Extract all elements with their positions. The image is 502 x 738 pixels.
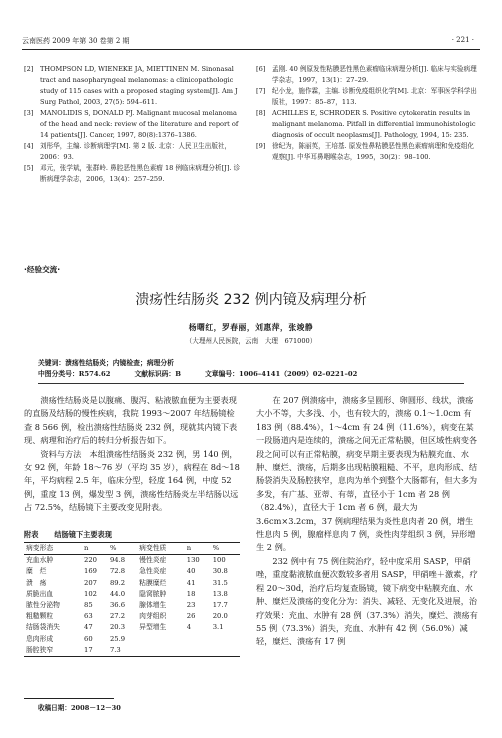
article-title: 溃疡性结肠炎 232 例内镜及病理分析 xyxy=(135,292,367,308)
body-right-column xyxy=(256,394,478,649)
meta-rule xyxy=(38,383,464,384)
references-right-column xyxy=(256,64,478,163)
table-header: n xyxy=(185,543,211,555)
table-row: 脓性分泌物 85 36.6 腺体增生 23 17.7 xyxy=(26,601,228,610)
reference-item: [9] 徐纪为，陈丽英，王培基. 原发性鼻粘膜恶性黑色素瘤病理和免疫组化观察[J]. 中华耳鼻咽喉杂志，1995，30(2)：98–100. xyxy=(256,142,475,161)
table-header: % xyxy=(211,543,240,555)
table-row: 溃 疡 207 89.2 粘膜糜烂 41 31.5 xyxy=(26,578,228,587)
journal-header: 云南医药 2009 年第 30 卷第 2 期 xyxy=(22,37,130,45)
reference-item: [8] ACHILLES E, SCHRODER S. Positive cytokeratin results in malignant melanoma. Pitfall in differential immunohistologic diagnosis of occult neoplasms[J]. Pathology, 1994, 15: 235. xyxy=(256,109,476,139)
table-header: 病变性质 xyxy=(137,543,185,555)
reference-item: [4] 刘彤华，主编. 诊断病理学[M]. 第 2 版. 北京：人民卫生出版社，2006：93. xyxy=(24,142,232,161)
table-label: 附表 xyxy=(24,530,39,539)
received-date: 收稿日期：2008－12－30 xyxy=(38,704,121,712)
article-authors: 杨曙红，罗春丽，刘惠萍，张竣静 xyxy=(188,323,314,332)
body-paragraph: 溃疡性结肠炎是以腹痛、腹泻、粘液脓血便为主要表现的直肠及结肠的慢性疾病，我院 1993～2007 年结肠镜检查 8 566 例，检出溃疡性结肠炎 232 例，现就其内镜下表现、病理和治疗后的转归分析报告如下。 xyxy=(24,395,238,446)
header-rule xyxy=(22,49,480,50)
article-affiliation: （大理州人民医院，云南 大理 671000） xyxy=(185,337,317,345)
clc-number: 中图分类号：R574.62 xyxy=(38,370,111,378)
table-row: 肠腔狭窄 17 7.3 xyxy=(24,645,240,657)
reference-item: [5] 邓元，张学斌，张群岭. 鼻腔恶性黑色素瘤 18 例临床病理分析[J]. 诊断病理学杂志，2006，13(4)：257–259. xyxy=(24,164,241,183)
footnote-rule xyxy=(24,698,114,699)
reference-item: [7] 纪小龙，施作霖，主编. 诊断免疫组织化学[M]. 北京：军事医学科学出版社，1997：85–87，113. xyxy=(256,87,477,106)
document-code: 文献标识码：B xyxy=(134,370,181,378)
reference-item: [2] THOMPSON LD, WIENEKE JA, MIETTINEN M. Sinonasal tract and nasopharyngeal melanomas: a clinicopathologic study of 115 cases with a proposed staging system[J]. Am J Surg Pathol, 2003, 27(5): 594–611. xyxy=(24,65,238,106)
page-number: · 221 · xyxy=(451,36,474,44)
table-row: 充血水肿 220 94.8 慢性炎症 130 100 xyxy=(26,556,226,565)
keywords: 关键词：溃疡性结肠炎；内镜检查；病理分析 xyxy=(38,359,174,367)
article-meta xyxy=(38,368,357,378)
body-paragraph: 232 例中有 75 例住院治疗，轻中度采用 SASP，甲硝唑，重度黏液脓血便次数较多者用 SASP，甲硝唑＋激素，疗程 20～30d，治疗后均复查肠镜，镜下病变中粘膜充血、水肿、糜烂及溃疡的变化分为：消失、减轻、无变化及进展，治疗效果：充血、水肿有 28 例（37.3%）消失，糜烂、溃疡有 55 例（73.3%）消失，充血、水肿有 42 例（56.0%）减轻，糜烂、溃疡有 17 例 xyxy=(256,555,478,647)
findings-table xyxy=(24,542,240,657)
article-number: 文章编号：1006–4141（2009）02–0221–02 xyxy=(204,370,358,378)
table-row: 结肠袋消失 47 20.3 异型增生 4 3.1 xyxy=(26,623,224,632)
references-left-column xyxy=(24,64,244,185)
table-title: 结肠镜下主要表现 xyxy=(54,530,112,539)
reference-item: [6] 孟刚. 40 例原发性粘膜恶性黑色素瘤临床病理分析[J]. 临床与实验病理学杂志，1997，13(1)：27–29. xyxy=(256,65,477,84)
table-header: % xyxy=(108,543,137,555)
table-header: 病变形态 xyxy=(24,543,82,555)
body-left-column xyxy=(24,394,240,515)
reference-item: [3] MANOLIDIS S, DONALD PJ. Malignant mucosal melanoma of the head and neck: review of the literature and report of 14 patients[J]. Cancer, 1997, 80(8):1376–1386. xyxy=(24,109,239,139)
table-header: n xyxy=(82,543,108,555)
body-paragraph: 资料与方法 本组溃疡性结肠炎 232 例，男 140 例，女 92 例，年龄 18～76 岁（平均 35 岁），病程在 8d～18 年，平均病程 2.5 年，临床分型，轻度 164 例，中度 52 例，重度 13 例，爆发型 3 例，溃疡性结肠炎左半结肠以远占 72.5%，结肠镜下主要改变见附表。 xyxy=(24,448,240,513)
table-row: 粗糙颗粒 63 27.2 肉芽组织 26 20.0 xyxy=(26,612,228,621)
table-row: 质脆出血 102 44.0 隐窝脓肿 18 13.8 xyxy=(26,589,228,598)
table-row: 糜 烂 169 72.8 急性炎症 40 30.8 xyxy=(26,567,228,576)
section-label: ·经验交流· xyxy=(24,265,61,274)
table-header-row xyxy=(24,543,240,555)
body-paragraph: 在 207 例溃疡中，溃疡多呈圆形、卵圆形、线状，溃疡大小不等，大多浅、小，也有较大的，溃疡 0.1～1.0cm 有 183 例（88.4%），1～4cm 有 24 例（11.6%），病变在某一段肠道内是连续的，溃疡之间无正常粘膜，但区域性病变各段之间可以有正常粘膜，病变早期主要表现为粘膜充血、水肿、糜烂、溃疡，后期多出现粘膜粗糙、不平，息肉形成、结肠袋消失及肠腔狭窄，息肉为单个到整个大肠都有，但大多为多发，有广基、亚蒂、有蒂，直径小于 1cm 者 28 例（82.4%），直径大于 1cm 者 6 例，最大为 3.6cm×3.2cm，37 例病理结果为炎性息肉者 20 例，增生性息肉 5 例，腺瘤样息肉 7 例，炎性肉芽组织 3 例，异形增生 2 例。 xyxy=(256,395,478,553)
table-row: 息肉形成 60 25.9 xyxy=(26,634,126,643)
table-caption xyxy=(24,530,240,540)
